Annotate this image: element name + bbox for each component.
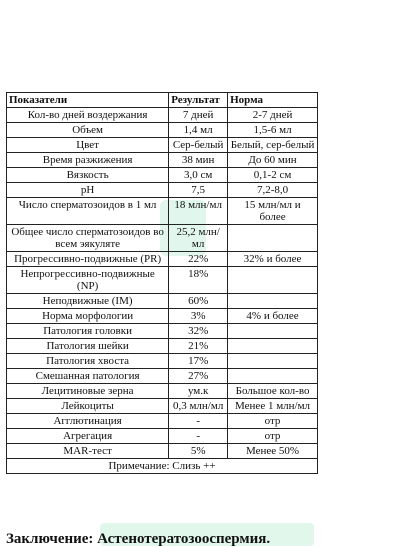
row-result: ум.к (169, 384, 228, 399)
table-row (7, 267, 318, 294)
row-name: Патология головки (7, 324, 169, 339)
row-name: Агрегация (7, 429, 169, 444)
row-name: MAR-тест (7, 444, 169, 459)
table-row (7, 444, 318, 459)
row-result: - (169, 429, 228, 444)
table-row (7, 414, 318, 429)
row-norm: 2-7 дней (228, 108, 318, 123)
row-result: - (169, 414, 228, 429)
row-result: 25,2 млн/мл (169, 225, 228, 252)
row-result: 32% (169, 324, 228, 339)
row-result: 3% (169, 309, 228, 324)
row-norm: 15 млн/мл и более (228, 198, 318, 225)
row-name: Смешанная патология (7, 369, 169, 384)
conclusion-text: Заключение: Астенотератозооспермия. (6, 531, 271, 547)
row-result: 60% (169, 294, 228, 309)
table-row (7, 309, 318, 324)
row-result: 7 дней (169, 108, 228, 123)
row-name: Неподвижные (IM) (7, 294, 169, 309)
row-result: 17% (169, 354, 228, 369)
row-name: Общее число сперматозоидов во всем эякуляте (7, 225, 169, 252)
row-result: 5% (169, 444, 228, 459)
row-norm: 0,1-2 см (228, 168, 318, 183)
table-row (7, 429, 318, 444)
header-indicators: Показатели (7, 93, 169, 108)
row-norm: 32% и более (228, 252, 318, 267)
row-name: Прогрессивно-подвижные (PR) (7, 252, 169, 267)
row-name: Лейкоциты (7, 399, 169, 414)
header-result: Результат (169, 93, 228, 108)
row-norm: 1,5-6 мл (228, 123, 318, 138)
row-name: Объем (7, 123, 169, 138)
row-norm: Большое кол-во (228, 384, 318, 399)
row-name: Вязкость (7, 168, 169, 183)
row-result: 1,4 мл (169, 123, 228, 138)
row-result: 18 млн/мл (169, 198, 228, 225)
row-name: Время разжижения (7, 153, 169, 168)
table-row (7, 369, 318, 384)
row-norm: Менее 1 млн/мл (228, 399, 318, 414)
table-row (7, 354, 318, 369)
row-name: Патология шейки (7, 339, 169, 354)
table-row (7, 252, 318, 267)
row-norm (228, 369, 318, 384)
table-row (7, 153, 318, 168)
table-row (7, 339, 318, 354)
row-result: 7,5 (169, 183, 228, 198)
row-norm: отр (228, 429, 318, 444)
table-header-row (7, 93, 318, 108)
table-row (7, 384, 318, 399)
row-name: Агглютинация (7, 414, 169, 429)
row-norm: 7,2-8,0 (228, 183, 318, 198)
row-norm: 4% и более (228, 309, 318, 324)
row-norm: отр (228, 414, 318, 429)
semen-analysis-table (6, 92, 318, 474)
row-name: Патология хвоста (7, 354, 169, 369)
table-row (7, 198, 318, 225)
row-norm (228, 354, 318, 369)
row-norm: Менее 50% (228, 444, 318, 459)
table-row (7, 123, 318, 138)
row-name: Число сперматозоидов в 1 мл (7, 198, 169, 225)
table-row (7, 294, 318, 309)
table-row (7, 324, 318, 339)
row-result: 27% (169, 369, 228, 384)
row-result: 18% (169, 267, 228, 294)
row-result: Сер-белый (169, 138, 228, 153)
row-result: 3,0 см (169, 168, 228, 183)
footer-note: Примечание: Слизь ++ (7, 459, 318, 474)
row-name: Норма морфологии (7, 309, 169, 324)
table-row (7, 183, 318, 198)
row-result: 38 мин (169, 153, 228, 168)
row-result: 21% (169, 339, 228, 354)
row-name: Лецитиновые зерна (7, 384, 169, 399)
row-norm (228, 267, 318, 294)
row-norm (228, 294, 318, 309)
header-norm: Норма (228, 93, 318, 108)
row-result: 0,3 млн/мл (169, 399, 228, 414)
row-norm: До 60 мин (228, 153, 318, 168)
row-name: Цвет (7, 138, 169, 153)
row-norm (228, 339, 318, 354)
table-footer-row (7, 459, 318, 474)
table-row (7, 108, 318, 123)
row-name: pH (7, 183, 169, 198)
row-name: Непрогрессивно-подвижные (NP) (7, 267, 169, 294)
row-norm (228, 225, 318, 252)
table-row (7, 138, 318, 153)
row-name: Кол-во дней воздержания (7, 108, 169, 123)
table-row (7, 168, 318, 183)
row-norm (228, 324, 318, 339)
table-row (7, 399, 318, 414)
row-norm: Белый, сер-белый (228, 138, 318, 153)
row-result: 22% (169, 252, 228, 267)
table-row (7, 225, 318, 252)
